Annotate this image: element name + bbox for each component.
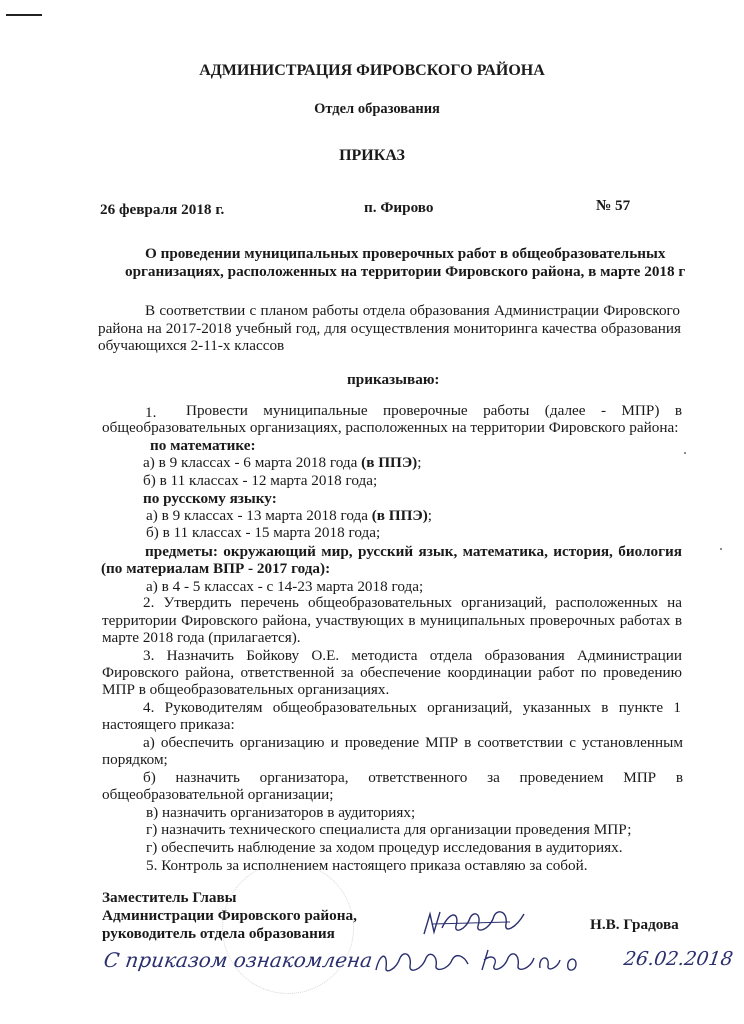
- subsection-heading: предметы: окружающий мир, русский язык, математика, история, биология: [145, 543, 682, 560]
- item-line: территории Фировского района, участвующих в муниципальных проверочных работах в: [102, 612, 682, 629]
- subject-line: организациях, расположенных на территории Фировского района, в марте 2018 г: [125, 263, 686, 280]
- item-line: в) назначить организаторов в аудиториях;: [146, 804, 416, 821]
- doc-type: ПРИКАЗ: [339, 147, 405, 164]
- item-line: а) обеспечить организацию и проведение МПР в соответствии с установленным: [143, 734, 683, 751]
- item-line: 4. Руководителям общеобразовательных организаций, указанных в пункте 1: [143, 699, 681, 716]
- scan-speck: [684, 452, 686, 454]
- preamble-line: обучающихся 2-11-х классов: [98, 337, 285, 354]
- doc-number: № 57: [596, 197, 631, 214]
- subsection-heading: по математике:: [150, 437, 256, 454]
- item-line: а) в 9 классах - 6 марта 2018 года (в ППЭ);: [143, 454, 422, 471]
- signature-line: Администрации Фировского района,: [102, 907, 357, 924]
- handwritten-signature: [372, 946, 472, 976]
- handwritten-signature: [420, 904, 530, 942]
- subsection-heading: по русскому языку:: [143, 490, 277, 507]
- item-line: б) в 11 классах - 12 марта 2018 года;: [143, 472, 378, 489]
- item-line: 3. Назначить Бойкову О.Е. методиста отдела образования Администрации: [143, 647, 682, 664]
- item-line: Провести муниципальные проверочные работы (далее - МПР) в: [186, 402, 682, 419]
- item-line: а) в 9 классах - 13 марта 2018 года (в ППЭ);: [146, 507, 433, 524]
- item-line: настоящего приказа:: [102, 716, 235, 733]
- doc-place: п. Фирово: [364, 199, 434, 216]
- order-word: приказываю:: [347, 371, 440, 388]
- org-title: АДМИНИСТРАЦИЯ ФИРОВСКОГО РАЙОНА: [199, 62, 545, 79]
- item-line: 2. Утвердить перечень общеобразовательных организаций, расположенных на: [143, 594, 682, 611]
- handwritten-date: 26.02.2018: [622, 948, 735, 970]
- item-line: МПР в общеобразовательных организациях.: [102, 681, 390, 698]
- item-line: марте 2018 года (прилагается).: [102, 629, 301, 646]
- dept-title: Отдел образования: [314, 101, 440, 117]
- handwritten-note: С приказом ознакомлена: [102, 948, 374, 972]
- subject-line: О проведении муниципальных проверочных работ в общеобразовательных: [145, 245, 666, 262]
- item-line: 5. Контроль за исполнением настоящего приказа оставляю за собой.: [146, 857, 588, 874]
- item-line: общеобразовательной организации;: [102, 786, 334, 803]
- doc-date: 26 февраля 2018 г.: [100, 201, 225, 218]
- item-line: г) назначить технического специалиста для организации проведения МПР;: [146, 821, 632, 838]
- signature-line: руководитель отдела образования: [102, 925, 335, 942]
- signatory-name: Н.В. Градова: [590, 916, 679, 933]
- item-line: общеобразовательных организациях, расположенных на территории Фировского района:: [102, 419, 679, 436]
- item-line: а) в 4 - 5 классах - с 14-23 марта 2018 года;: [146, 578, 424, 595]
- signature-line: Заместитель Главы: [102, 889, 237, 906]
- item-number: 1.: [145, 404, 157, 421]
- item-line: г) обеспечить наблюдение за ходом процедур исследования в аудиториях.: [146, 839, 623, 856]
- item-line: б) в 11 классах - 15 марта 2018 года;: [146, 524, 381, 541]
- preamble-line: района на 2017-2018 учебный год, для осуществления мониторинга качества образования: [98, 320, 681, 337]
- top-mark: [6, 14, 42, 16]
- handwritten-name: [478, 944, 588, 976]
- scan-speck: [720, 548, 722, 550]
- preamble-line: В соответствии с планом работы отдела образования Администрации Фировского: [145, 302, 680, 319]
- item-line: Фировского района, ответственной за обеспечение координации работ по проведению: [102, 664, 682, 681]
- subsection-heading: (по материалам ВПР - 2017 года):: [101, 560, 331, 577]
- item-line: б) назначить организатора, ответственного за проведением МПР в: [143, 769, 683, 786]
- item-line: порядком;: [102, 751, 168, 768]
